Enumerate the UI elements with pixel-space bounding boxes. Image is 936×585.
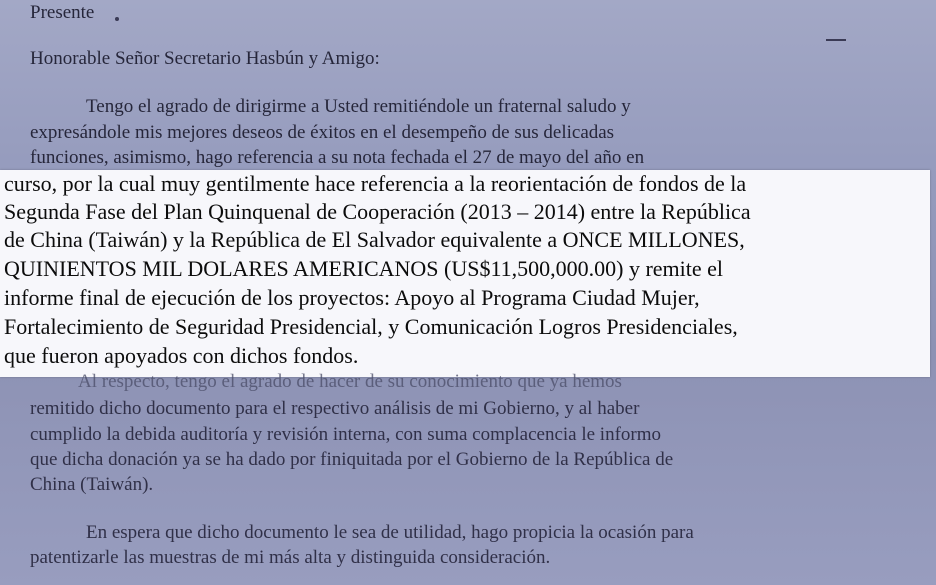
paragraph-line: funciones, asimismo, hago referencia a su nota fechada el 27 de mayo del año en	[30, 147, 645, 168]
paragraph-line: cumplido la debida auditoría y revisión interna, con suma complacencia le informo	[30, 424, 662, 445]
paragraph-line: China (Taiwán).	[30, 474, 154, 495]
margin-mark	[826, 39, 846, 41]
ink-speck	[115, 17, 119, 21]
highlighted-line: Fortalecimiento de Seguridad Presidencial, y Comunicación Logros Presidenciales,	[4, 314, 738, 339]
letter-header-fragment: Presente	[30, 2, 95, 23]
highlighted-line: informe final de ejecución de los proyectos: Apoyo al Programa Ciudad Mujer,	[4, 285, 700, 310]
paragraph-line: que dicha donación ya se ha dado por finiquitada por el Gobierno de la República de	[30, 449, 674, 470]
highlighted-passage	[0, 170, 930, 377]
paragraph-line: Tengo el agrado de dirigirme a Usted remitiéndole un fraternal saludo y	[86, 96, 631, 117]
highlighted-line: QUINIENTOS MIL DOLARES AMERICANOS (US$11,500,000.00) y remite el	[4, 256, 724, 281]
paragraph-line: expresándole mis mejores deseos de éxitos en el desempeño de sus delicadas	[30, 122, 615, 143]
highlighted-line: de China (Taiwán) y la República de El Salvador equivalente a ONCE MILLONES,	[4, 227, 745, 252]
obscured-line: Al respecto, tengo el agrado de hacer de su conocimiento que ya hemos	[78, 371, 622, 392]
paragraph-line: patentizarle las muestras de mi más alta y distinguida consideración.	[30, 547, 551, 568]
paragraph-line: remitido dicho documento para el respectivo análisis de mi Gobierno, y al haber	[30, 398, 640, 419]
letter-salutation: Honorable Señor Secretario Hasbún y Amigo:	[30, 48, 380, 69]
highlighted-line: Segunda Fase del Plan Quinquenal de Cooperación (2013 – 2014) entre la República	[4, 199, 751, 224]
highlighted-line: que fueron apoyados con dichos fondos.	[4, 343, 359, 368]
paragraph-line: En espera que dicho documento le sea de utilidad, hago propicia la ocasión para	[86, 522, 694, 543]
highlighted-line: curso, por la cual muy gentilmente hace referencia a la reorientación de fondos de la	[4, 171, 747, 196]
